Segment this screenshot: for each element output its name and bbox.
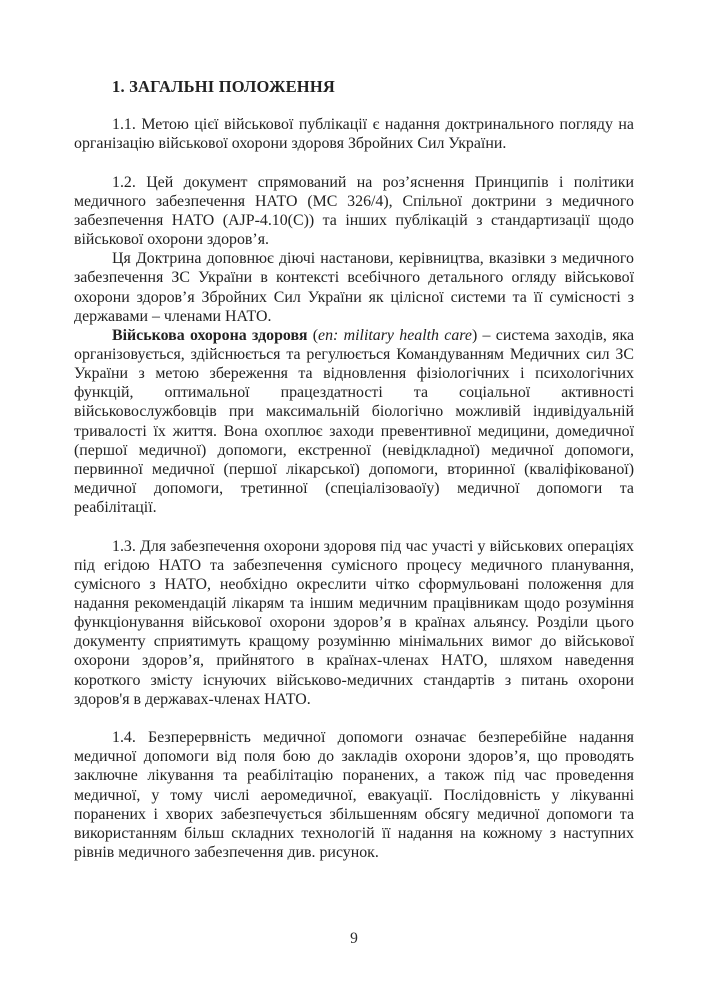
text-run: ) – система заходів, яка організовується, здійснюється та регулюється Командуванням Медичних сил ЗС України з метою збереження та відновлення фізіологічних і психологічних функцій, оптимальної працездатності та соціальної активності військовослужбовців при максимальній біологічно можливій індивідуальній тривалості їх життя. Вона охоплює заходи превентивної медицини, домедичної (першої медичної) допомоги, екстренної (невідкладної) медичної допомоги, первинної медичної (першої лікарської) допомоги, вторинної (кваліфікованої) медичної допомоги, третинної (спеціалізоваоїу) медичної допомоги та реабілітації. [74, 326, 635, 517]
text-run: 1.4. Безперервність медичної допомоги означає безперебійне надання медичної допомоги від поля бою до закладів охорони здоров’я, що проводять заключне лікування та реабілітацію поранених, а також під час проведення медичної, у тому числі аеромедичної, евакуації. Послідовність у лікуванні поранених і хворих забезпечується збільшенням обсягу медичної допомоги та використанням більш складних технологій її надання на кожному з наступних рівнів медичного забезпечення див. рисунок. [74, 729, 634, 862]
text-run: 1.3. Для забезпечення охорони здоровя під час участі у військових операціях під егідою НАТО та забезпечення сумісного процесу медичного планування, сумісного з НАТО, необхідно окреслити чітко сформульовані положення для надання рекомендацій лікарям та іншим медичним працівникам щодо розуміння функціонування військової охорони здоров’я в країнах альянсу. Розділи цього документу сприятимуть кращому розумінню мінімальних вимог до військової охорони здоров’я, прийнятого в країнах-членах НАТО, шляхом наведення короткого змісту існуючих військово-медичних стандартів з питань охорони здоров'я в державах-членах НАТО. [74, 537, 634, 708]
text-run: 1.2. Цей документ спрямований на роз’яснення Принципів і політики медичного забезпечення НАТО (MC 326/4), Спільної доктрини з медичного забезпечення НАТО (AJP-4.10(C)) та інших публікацій з стандартизації щодо військової охорони здоров’я. [74, 173, 634, 249]
para-1-3 [74, 537, 634, 709]
document-content [74, 77, 634, 862]
text-run: Ця Доктрина доповнює діючі настанови, керівництва, вказівки з медичного забезпечення ЗС України в контексті всебічного детального огляду військової охорони здоров’я Збройних Сил України як цілісної системи та її сумісності з державами – членами НАТО. [74, 250, 634, 325]
text-run: 1.1. Метою цієї військової публікації є надання доктринального погляду на організацію військової охорони здоровя Збройних Сил України. [74, 116, 634, 153]
text-run: Військова охорона здоровя [112, 326, 308, 344]
para-doctrine-supplement [74, 249, 634, 326]
section-heading: 1. ЗАГАЛЬНІ ПОЛОЖЕННЯ [112, 77, 335, 96]
text-run: ( [307, 326, 319, 344]
para-1-1 [74, 115, 634, 153]
text-run: en: military health care [318, 326, 472, 344]
para-1-4 [74, 728, 634, 862]
para-definition-military-health-care [74, 326, 634, 518]
paragraphs [74, 115, 634, 862]
page-number: 9 [350, 930, 358, 947]
para-1-2 [74, 173, 634, 250]
